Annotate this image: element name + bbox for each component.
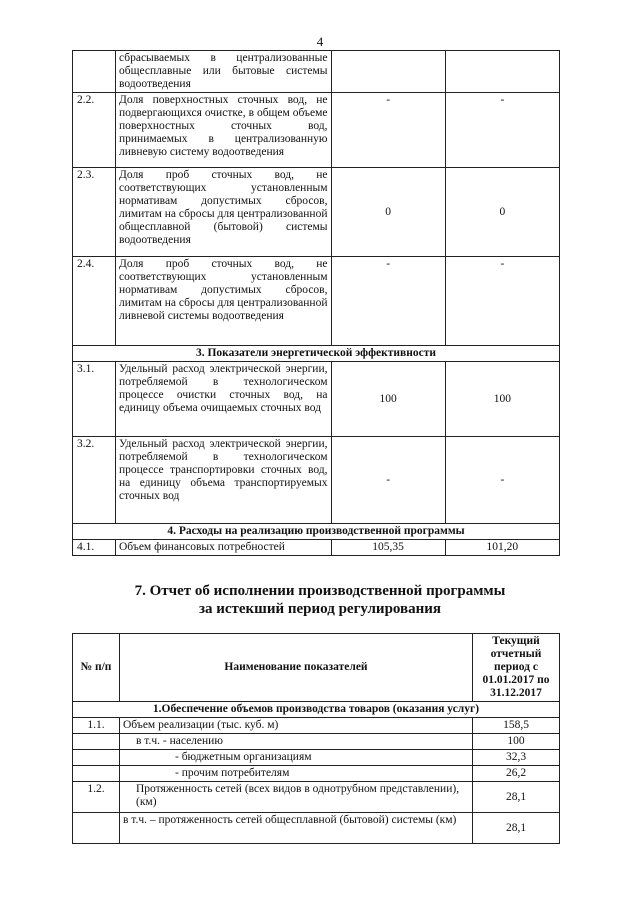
row-value-1: - <box>331 257 445 346</box>
table-row <box>73 362 560 437</box>
section-title-line-2: за истекший период регулирования <box>198 601 442 617</box>
row-number: 1.1. <box>73 718 120 734</box>
row-number <box>73 813 120 844</box>
table-row <box>73 734 560 750</box>
report-table <box>72 633 560 844</box>
table-row <box>73 257 560 346</box>
row-text: в т.ч. - населению <box>120 734 473 750</box>
header-name: Наименование показателей <box>120 634 473 702</box>
row-number <box>73 51 116 93</box>
section-row <box>73 346 560 362</box>
table-row <box>73 93 560 168</box>
row-value-2: - <box>445 437 559 524</box>
table-row <box>73 540 560 556</box>
header-number: № п/п <box>73 634 120 702</box>
row-value: 26,2 <box>473 766 560 782</box>
row-text: - бюджетным организациям <box>120 750 473 766</box>
table-row <box>73 437 560 524</box>
table-row <box>73 168 560 257</box>
table-row <box>73 782 560 813</box>
row-value: 32,3 <box>473 750 560 766</box>
row-value-2 <box>445 51 559 93</box>
row-value: 28,1 <box>473 782 560 813</box>
row-number: 3.2. <box>73 437 116 524</box>
row-text: Доля проб сточных вод, не соответствующих установленным нормативам допустимых сбросов, лимитам на сбросы для централизованной ливневой системы водоотведения <box>116 257 332 346</box>
row-number <box>73 750 120 766</box>
table-row <box>73 813 560 844</box>
row-text: - прочим потребителям <box>120 766 473 782</box>
row-value: 158,5 <box>473 718 560 734</box>
row-number: 2.3. <box>73 168 116 257</box>
row-number: 4.1. <box>73 540 116 556</box>
section-row <box>73 702 560 718</box>
section-heading: 1.Обеспечение объемов производства товаров (оказания услуг) <box>73 702 560 718</box>
row-text: Доля проб сточных вод, не соответствующих установленным нормативам допустимых сбросов, лимитам на сбросы для централизованной общесплавной (бытовой) системы водоотведения <box>116 168 332 257</box>
row-text: Доля поверхностных сточных вод, не подвергающихся очистке, в общем объеме поверхностных сточных вод, принимаемых в централизованную ливневую систему водоотведения <box>116 93 332 168</box>
section-title-line-1: 7. Отчет об исполнении производственной программы <box>134 583 506 599</box>
row-value-2: 100 <box>445 362 559 437</box>
row-text: Объем реализации (тыс. куб. м) <box>120 718 473 734</box>
row-value-1: 100 <box>331 362 445 437</box>
row-number: 3.1. <box>73 362 116 437</box>
header-row <box>73 634 560 702</box>
row-value-1: 0 <box>331 168 445 257</box>
row-value: 100 <box>473 734 560 750</box>
row-text: Удельный расход электрической энергии, потребляемой в технологическом процессе очистки сточных вод, на единицу объема очищаемых сточных вод <box>116 362 332 437</box>
table-row <box>73 51 560 93</box>
row-number: 1.2. <box>73 782 120 813</box>
page-number: 4 <box>316 34 324 49</box>
row-value-1: - <box>331 437 445 524</box>
header-period: Текущий отчетный период с 01.01.2017 по 31.12.2017 <box>473 634 560 702</box>
row-value: 28,1 <box>473 813 560 844</box>
row-text: Удельный расход электрической энергии, потребляемой в технологическом процессе транспортировки сточных вод, на единицу объема транспортируемых сточных вод <box>116 437 332 524</box>
row-value-2: - <box>445 93 559 168</box>
table-row <box>73 766 560 782</box>
table-row <box>73 750 560 766</box>
row-number <box>73 734 120 750</box>
row-text: Объем финансовых потребностей <box>116 540 332 556</box>
row-number: 2.2. <box>73 93 116 168</box>
row-number: 2.4. <box>73 257 116 346</box>
section-heading: 4. Расходы на реализацию производственной программы <box>73 524 560 540</box>
row-value-1: - <box>331 93 445 168</box>
row-number <box>73 766 120 782</box>
section-heading: 3. Показатели энергетической эффективности <box>73 346 560 362</box>
row-value-1 <box>331 51 445 93</box>
table-row <box>73 718 560 734</box>
row-value-2: - <box>445 257 559 346</box>
row-text: в т.ч. – протяженность сетей общесплавной (бытовой) системы (км) <box>120 813 473 844</box>
section-row <box>73 524 560 540</box>
row-value-2: 0 <box>445 168 559 257</box>
row-value-2: 101,20 <box>445 540 559 556</box>
indicators-table <box>72 50 560 556</box>
row-text: Протяженность сетей (всех видов в однотрубном представлении), (км) <box>120 782 473 813</box>
row-value-1: 105,35 <box>331 540 445 556</box>
row-text: сбрасываемых в централизованные общесплавные или бытовые системы водоотведения <box>116 51 332 93</box>
